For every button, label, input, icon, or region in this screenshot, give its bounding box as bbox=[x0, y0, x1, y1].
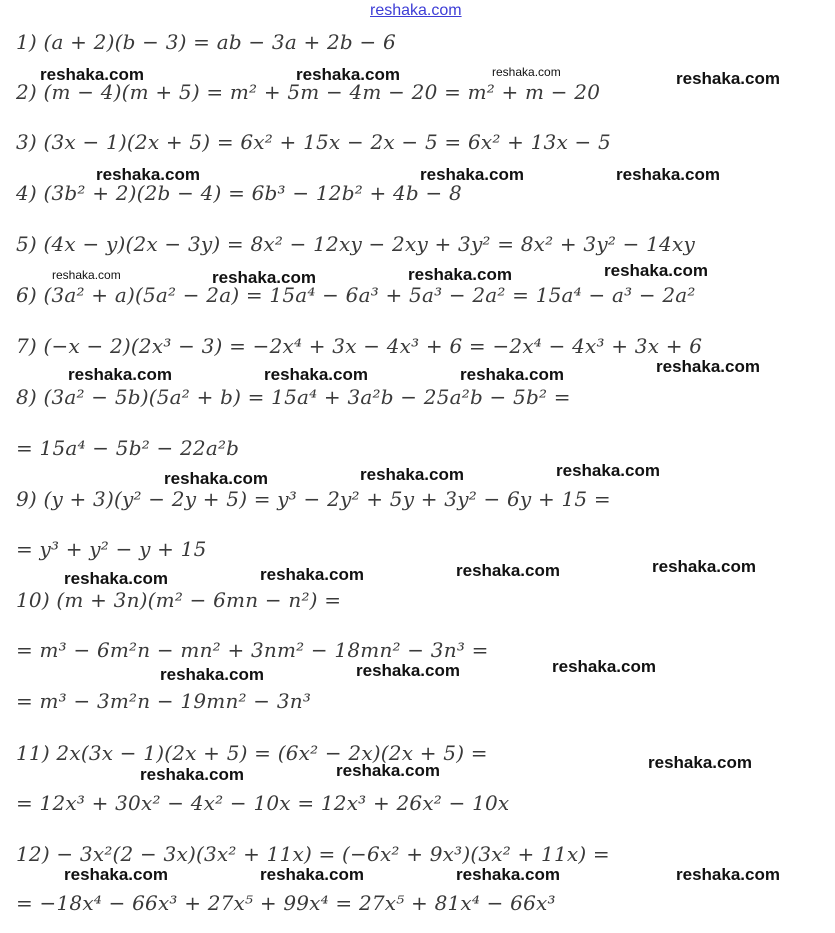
watermark: reshaka.com bbox=[68, 365, 172, 384]
solution-line: 9) (y + 3)(y² − 2y + 5) = y³ − 2y² + 5y + 3y² − 6y + 15 = bbox=[16, 487, 611, 511]
watermark: reshaka.com bbox=[212, 268, 316, 287]
watermark: reshaka.com bbox=[64, 865, 168, 884]
watermark: reshaka.com bbox=[140, 765, 244, 784]
watermark: reshaka.com bbox=[360, 465, 464, 484]
watermark: reshaka.com bbox=[40, 65, 144, 84]
watermark: reshaka.com bbox=[260, 565, 364, 584]
solution-line: = m³ − 6m²n − mn² + 3nm² − 18mn² − 3n³ = bbox=[16, 638, 489, 662]
watermark: reshaka.com bbox=[456, 561, 560, 580]
watermark: reshaka.com bbox=[652, 557, 756, 576]
watermark: reshaka.com bbox=[616, 165, 720, 184]
watermark: reshaka.com bbox=[356, 661, 460, 680]
watermark: reshaka.com bbox=[164, 469, 268, 488]
watermark: reshaka.com bbox=[408, 265, 512, 284]
solution-line: 12) − 3x²(2 − 3x)(3x² + 11x) = (−6x² + 9x³)(3x² + 11x) = bbox=[16, 842, 610, 866]
watermark: reshaka.com bbox=[676, 69, 780, 88]
solution-line: = −18x⁴ − 66x³ + 27x⁵ + 99x⁴ = 27x⁵ + 81x⁴ − 66x³ bbox=[16, 891, 556, 915]
solution-line: 1) (a + 2)(b − 3) = ab − 3a + 2b − 6 bbox=[16, 30, 396, 54]
solution-line: 11) 2x(3x − 1)(2x + 5) = (6x² − 2x)(2x + 5) = bbox=[16, 741, 488, 765]
watermark: reshaka.com bbox=[556, 461, 660, 480]
solution-line: 6) (3a² + a)(5a² − 2a) = 15a⁴ − 6a³ + 5a³ − 2a² = 15a⁴ − a³ − 2a² bbox=[16, 283, 696, 307]
watermark: reshaka.com bbox=[296, 65, 400, 84]
watermark: reshaka.com bbox=[656, 357, 760, 376]
watermark: reshaka.com bbox=[64, 569, 168, 588]
watermark: reshaka.com bbox=[96, 165, 200, 184]
watermark: reshaka.com bbox=[264, 365, 368, 384]
watermark: reshaka.com bbox=[336, 761, 440, 780]
solution-line: 8) (3a² − 5b)(5a² + b) = 15a⁴ + 3a²b − 25a²b − 5b² = bbox=[16, 385, 571, 409]
solution-line: 3) (3x − 1)(2x + 5) = 6x² + 15x − 2x − 5 = 6x² + 13x − 5 bbox=[16, 130, 611, 154]
watermark: reshaka.com bbox=[460, 365, 564, 384]
solution-line: = m³ − 3m²n − 19mn² − 3n³ bbox=[16, 689, 312, 713]
solution-line: = 12x³ + 30x² − 4x² − 10x = 12x³ + 26x² − 10x bbox=[16, 791, 510, 815]
solution-line: = 15a⁴ − 5b² − 22a²b bbox=[16, 436, 240, 460]
watermark: reshaka.com bbox=[552, 657, 656, 676]
watermark: reshaka.com bbox=[456, 865, 560, 884]
solution-line: 10) (m + 3n)(m² − 6mn − n²) = bbox=[16, 588, 342, 612]
watermark: reshaka.com bbox=[492, 65, 561, 79]
watermark: reshaka.com bbox=[260, 865, 364, 884]
watermark: reshaka.com bbox=[604, 261, 708, 280]
watermark: reshaka.com bbox=[160, 665, 264, 684]
solution-line: 4) (3b² + 2)(2b − 4) = 6b³ − 12b² + 4b − 8 bbox=[16, 181, 462, 205]
watermark: reshaka.com bbox=[648, 753, 752, 772]
solution-line: 2) (m − 4)(m + 5) = m² + 5m − 4m − 20 = m² + m − 20 bbox=[16, 80, 601, 104]
watermark: reshaka.com bbox=[52, 268, 121, 282]
solution-line: 5) (4x − y)(2x − 3y) = 8x² − 12xy − 2xy + 3y² = 8x² + 3y² − 14xy bbox=[16, 232, 695, 256]
site-link[interactable]: reshaka.com bbox=[370, 2, 462, 19]
watermark: reshaka.com bbox=[676, 865, 780, 884]
solution-line: 7) (−x − 2)(2x³ − 3) = −2x⁴ + 3x − 4x³ + 6 = −2x⁴ − 4x³ + 3x + 6 bbox=[16, 334, 703, 358]
watermark: reshaka.com bbox=[420, 165, 524, 184]
solution-line: = y³ + y² − y + 15 bbox=[16, 537, 207, 561]
